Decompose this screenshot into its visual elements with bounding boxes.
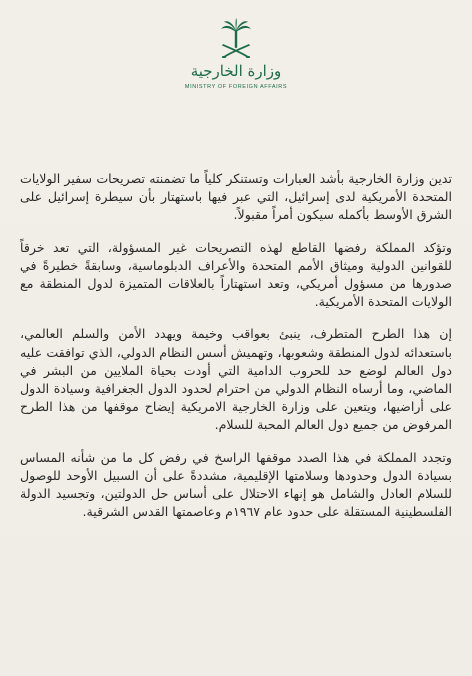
statement-body bbox=[20, 170, 452, 535]
saudi-emblem-icon bbox=[218, 18, 254, 60]
paragraph-3: إن هذا الطرح المتطرف، ينبئ بعواقب وخيمة ويهدد الأمن والسلم العالمي، باستعدائه لدول المنطقة وشعوبها، وتهميش أسس النظام الدولي، الذي توافقت عليه دول العالم لوضع حد للحروب الدامية التي أودت بحياة الملايين من البشر في الماضي، وما أرساه النظام الدولي من احترام لحدود الدول الجغرافية وسيادة الدول على أراضيها، ويتعين على وزارة الخارجية الامريكية إيضاح موقفها من هذا الطرح المرفوض من جميع دول العالم المحبة للسلام. bbox=[20, 326, 452, 433]
paragraph-4: وتجدد المملكة في هذا الصدد موقفها الراسخ في رفض كل ما من شأنه المساس بسيادة الدول وحدودها وسلامتها الإقليمية، مشددةً على أن السبيل الأوحد للوصول للسلام العادل والشامل هو إنهاء الاحتلال على أساس حل الدولتين، وتجسيد الدولة الفلسطينية المستقلة على حدود عام ١٩٦٧م وعاصمتها القدس الشرقية. bbox=[20, 449, 452, 520]
ministry-name-english: MINISTRY OF FOREIGN AFFAIRS bbox=[184, 84, 288, 90]
letterhead bbox=[0, 18, 472, 108]
paragraph-2: وتؤكد المملكة رفضها القاطع لهذه التصريحات غير المسؤولة، التي تعد خرقاً للقوانين الدولية وميثاق الأمم المتحدة والأعراف الدبلوماسية، وسابقةً خطيرةً في صدورها من مسؤول أمريكي، وتعد استهتاراً بالعلاقات المتميزة لدول المنطقة مع الولايات المتحدة الأمريكية. bbox=[20, 239, 452, 310]
ministry-name-arabic: وزارة الخارجية bbox=[190, 62, 282, 80]
paragraph-1: تدين وزارة الخارجية بأشد العبارات وتستنكر كلياً ما تضمنته تصريحات سفير الولايات المتحدة الأمريكية لدى إسرائيل، التي عبر فيها باستهتار بأن سيطرة إسرائيل على الشرق الأوسط بأكمله سيكون أمراً مقبولاً. bbox=[20, 171, 452, 223]
